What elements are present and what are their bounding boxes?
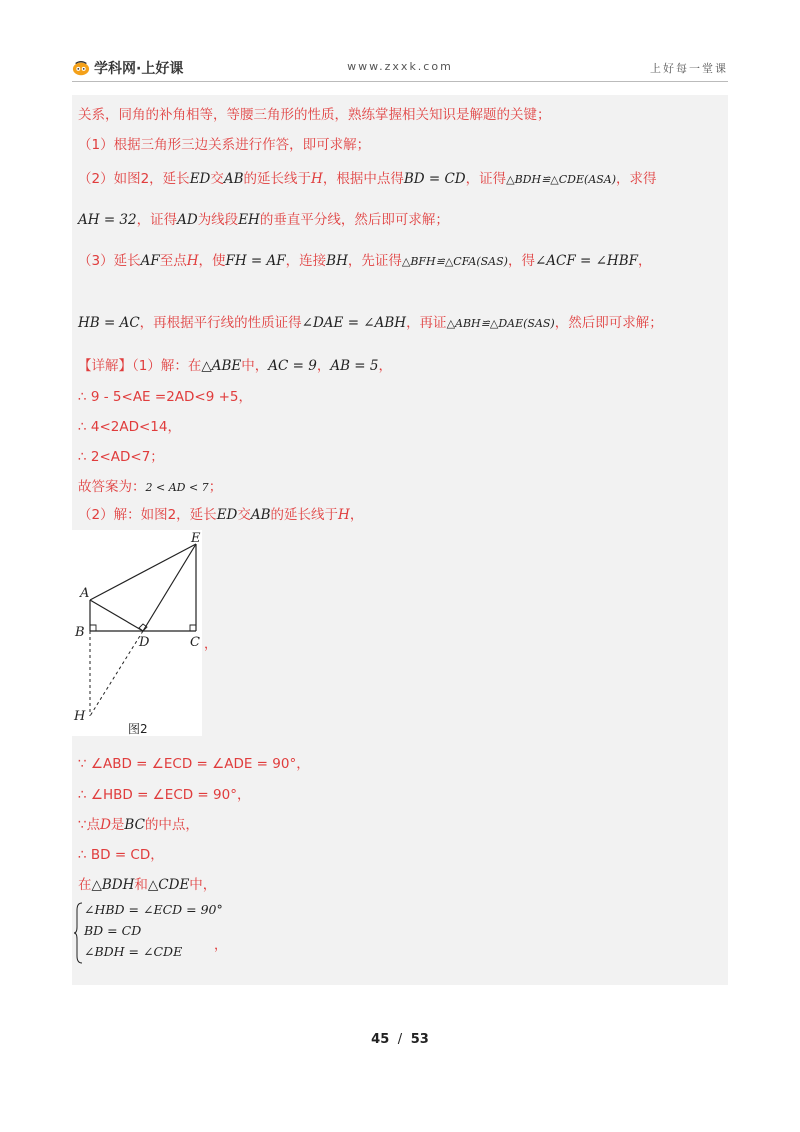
segment-DH-dashed: [90, 631, 143, 716]
system-line: BD = CD: [84, 923, 142, 938]
text-line: 【详解】（1）解：在△ABE中，AC = 9，AB = 5，: [78, 358, 392, 374]
header-divider: [72, 81, 728, 82]
text-line: 关系，同角的补角相等，等腰三角形的性质，熟练掌握相关知识是解题的关键；: [78, 107, 551, 123]
text-line: （3）延长AF至点H，使FH = AF，连接BH，先证得△BFH≌△CFA(SAS)，得∠ACF = ∠HBF，: [78, 253, 652, 269]
label-C: C: [190, 635, 200, 650]
right-angle-B: [90, 625, 96, 631]
text-line: ∴ ∠HBD = ∠ECD = 90°，: [78, 787, 251, 803]
text-line: ∴ 9 - 5<AE =2AD<9 +5，: [78, 389, 253, 405]
system-comma: ，: [214, 938, 228, 953]
figure-comma: ，: [204, 637, 218, 652]
text-line: ∴ 2<AD<7；: [78, 449, 164, 465]
segment-AD: [90, 600, 143, 631]
text-line: ∵ ∠ABD = ∠ECD = ∠ADE = 90°，: [78, 756, 310, 772]
system-line: ∠HBD = ∠ECD = 90°: [84, 902, 223, 917]
label-B: B: [75, 625, 85, 640]
system-line: ∠BDH = ∠CDE: [84, 944, 183, 959]
segment-AE: [90, 544, 196, 600]
label-D: D: [139, 635, 150, 650]
label-E: E: [191, 531, 201, 546]
figure-2-diagram: [72, 530, 202, 736]
text-line: 在△BDH和△CDE中，: [78, 877, 217, 893]
text-line: HB = AC，再根据平行线的性质证得∠DAE = ∠ABH，再证△ABH≌△DAE(SAS)，然后即可求解；: [78, 315, 663, 331]
site-url: www.zxxk.com: [347, 60, 453, 73]
text-line: （2）解：如图2，延长ED交AB的延长线于H，: [78, 507, 364, 523]
text-line: （1）根据三角形三边关系进行作答，即可求解；: [78, 137, 371, 153]
logo-text: 学科网·上好课: [94, 61, 184, 77]
text-line: ∵点D是BC的中点，: [78, 817, 199, 833]
equation-system: [74, 900, 294, 966]
figure-caption: 图2: [128, 722, 148, 736]
text-line: 故答案为：2 < AD < 7；: [78, 479, 223, 495]
text-line: AH = 32，证得AD为线段EH的垂直平分线，然后即可求解；: [78, 212, 449, 228]
page-number: 45 / 53: [371, 1032, 429, 1047]
label-A: A: [80, 586, 90, 601]
slogan: 上好每一堂课: [650, 62, 728, 75]
right-angle-C: [190, 625, 196, 631]
brace-icon: [74, 902, 84, 964]
label-H: H: [74, 709, 86, 724]
geometry-figure: [72, 530, 202, 736]
page-header: [72, 57, 728, 81]
text-line: ∴ BD = CD，: [78, 847, 164, 863]
text-line: （2）如图2，延长ED交AB的延长线于H，根据中点得BD = CD，证得△BDH≌△CDE(ASA)，求得: [78, 171, 657, 187]
segment-DE: [143, 544, 196, 631]
text-line: ∴ 4<2AD<14，: [78, 419, 181, 435]
